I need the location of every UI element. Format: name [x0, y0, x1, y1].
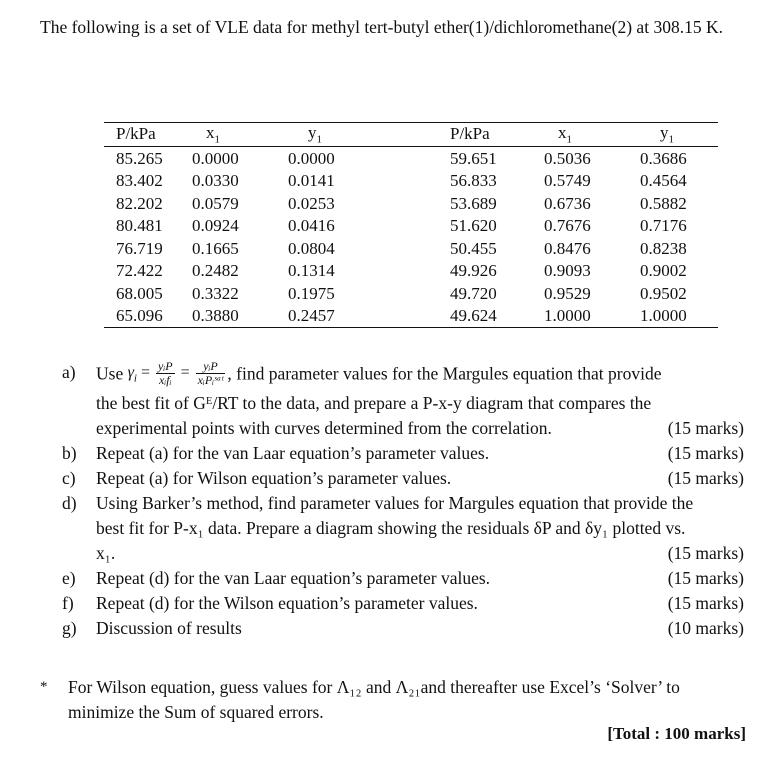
question-c-marks: (15 marks): [667, 468, 744, 489]
cell-pressure: 65.096: [116, 306, 163, 326]
cell-y1: 0.8238: [640, 238, 687, 258]
cell-pressure: 68.005: [116, 283, 163, 303]
cell-pressure: 59.651: [450, 148, 497, 168]
question-a-use: Use: [96, 363, 124, 384]
cell-y1: 0.2457: [288, 306, 335, 326]
question-label: c): [62, 468, 76, 489]
table-row: [104, 305, 718, 328]
wilson-note: [40, 675, 750, 725]
fraction-denominator-1: xᵢfᵢ: [159, 373, 172, 387]
question-d-text-2: best fit for P-x₁ data. Prepare a diagram showing the residuals δP and δy₁ plotted vs.: [96, 518, 686, 539]
question-list: [62, 360, 752, 641]
cell-x1: 0.8476: [544, 238, 591, 258]
table-header-row: [104, 123, 718, 147]
intro-paragraph: The following is a set of VLE data for methyl tert-butyl ether(1)/dichloromethane(2) at 308.15 K.: [40, 17, 723, 37]
cell-pressure: 51.620: [450, 216, 497, 236]
question-a-text-2: the best fit of Gᴱ/RT to the data, and prepare a P-x-y diagram that compares the: [96, 393, 652, 414]
cell-pressure: 49.720: [450, 283, 497, 303]
cell-y1: 0.5882: [640, 193, 687, 213]
header-y1-1: $y_1$: [308, 123, 322, 146]
table-row: [104, 237, 718, 260]
cell-y1: 0.1975: [288, 283, 335, 303]
question-e-text: Repeat (d) for the van Laar equation’s parameter values.: [96, 568, 491, 589]
cell-x1: 0.7676: [544, 216, 591, 236]
cell-pressure: 72.422: [116, 261, 163, 281]
equals-sign-1: =: [140, 364, 150, 382]
cell-x1: 1.0000: [544, 306, 591, 326]
cell-x1: 0.9529: [544, 283, 591, 303]
question-label: a): [62, 362, 76, 382]
note-line-2: minimize the Sum of squared errors.: [68, 702, 324, 722]
cell-pressure: 83.402: [116, 171, 163, 191]
cell-pressure: 85.265: [116, 148, 163, 168]
question-label: f): [62, 593, 74, 614]
cell-pressure: 80.481: [116, 216, 163, 236]
cell-x1: 0.0000: [192, 148, 239, 168]
activity-coefficient-equation: [128, 360, 228, 391]
table-row: [104, 260, 718, 283]
cell-pressure: 49.624: [450, 306, 497, 326]
table-row: [104, 170, 718, 193]
cell-pressure: 50.455: [450, 238, 497, 258]
cell-x1: 0.3322: [192, 283, 239, 303]
question-label: g): [62, 618, 77, 639]
question-f: [62, 591, 752, 616]
question-c-text: Repeat (a) for Wilson equation’s parameter values.: [96, 468, 452, 489]
question-label: b): [62, 443, 77, 464]
header-pressure-2: P/kPa: [450, 124, 490, 144]
table-row: [104, 192, 718, 215]
cell-y1: 0.4564: [640, 171, 687, 191]
table-row: [104, 147, 718, 170]
cell-pressure: 56.833: [450, 171, 497, 191]
cell-x1: 0.0579: [192, 193, 239, 213]
note-line-1b: and thereafter use Excel’s ‘Solver’ to: [420, 677, 680, 697]
cell-y1: 0.9502: [640, 283, 687, 303]
question-d-marks: (15 marks): [667, 543, 744, 564]
cell-y1: 0.0141: [288, 171, 335, 191]
cell-y1: 0.3686: [640, 148, 687, 168]
header-x1-2: $x_1$: [558, 123, 572, 146]
question-d: [62, 491, 752, 566]
wilson-note-text: [40, 675, 750, 725]
gamma-subscript: i: [133, 372, 137, 385]
question-f-text: Repeat (d) for the Wilson equation’s parameter values.: [96, 593, 478, 614]
table-row: [104, 282, 718, 305]
cell-x1: 0.2482: [192, 261, 239, 281]
question-b-marks: (15 marks): [667, 443, 744, 464]
header-pressure-1: P/kPa: [116, 124, 156, 144]
fraction-numerator-1: yᵢP: [158, 359, 173, 373]
header-x1-1: $x_1$: [206, 123, 220, 146]
cell-pressure: 82.202: [116, 193, 163, 213]
cell-x1: 0.0924: [192, 216, 239, 236]
question-d-text-3: x₁.: [96, 543, 116, 564]
cell-x1: 0.6736: [544, 193, 591, 213]
vle-data-table: [104, 122, 718, 328]
question-e: [62, 566, 752, 591]
question-b: [62, 441, 752, 466]
cell-x1: 0.0330: [192, 171, 239, 191]
question-b-text: Repeat (a) for the van Laar equation’s parameter values.: [96, 443, 490, 464]
cell-x1: 0.5749: [544, 171, 591, 191]
cell-y1: 1.0000: [640, 306, 687, 326]
table-row: [104, 215, 718, 238]
question-d-text-1: Using Barker’s method, find parameter values for Margules equation that provide the: [96, 493, 694, 514]
cell-pressure: 49.926: [450, 261, 497, 281]
question-a: [62, 360, 752, 441]
cell-pressure: 53.689: [450, 193, 497, 213]
note-and: and: [366, 677, 392, 697]
equals-sign-2: =: [180, 364, 190, 382]
asterisk-icon: *: [40, 679, 48, 695]
cell-pressure: 76.719: [116, 238, 163, 258]
question-f-marks: (15 marks): [667, 593, 744, 614]
cell-y1: 0.0000: [288, 148, 335, 168]
question-e-marks: (15 marks): [667, 568, 744, 589]
cell-y1: 0.0253: [288, 193, 335, 213]
cell-x1: 0.5036: [544, 148, 591, 168]
question-a-text-3: experimental points with curves determined from the correlation.: [96, 418, 552, 439]
question-g: [62, 616, 752, 641]
cell-x1: 0.9093: [544, 261, 591, 281]
header-y1-2: $y_1$: [660, 123, 674, 146]
fraction-denominator-2: xᵢPᵢˢᵃᵗ: [197, 373, 224, 387]
question-a-text-1: , find parameter values for the Margules equation that provide: [227, 363, 662, 384]
cell-y1: 0.0416: [288, 216, 335, 236]
cell-y1: 0.7176: [640, 216, 687, 236]
fraction-saturation: [196, 360, 226, 387]
fraction-numerator-2: yᵢP: [196, 360, 226, 374]
lambda-21: Λ₂₁: [395, 677, 421, 697]
question-label: d): [62, 493, 77, 514]
total-marks: [Total : 100 marks]: [607, 724, 746, 743]
question-c: [62, 466, 752, 491]
lambda-12: Λ₁₂: [336, 677, 362, 697]
question-a-marks: (15 marks): [667, 418, 744, 439]
gamma-symbol: γ: [127, 364, 134, 382]
cell-x1: 0.1665: [192, 238, 239, 258]
fraction-fugacity: [156, 360, 175, 387]
question-g-text: Discussion of results: [96, 618, 242, 639]
note-line-1a: For Wilson equation, guess values for: [68, 677, 333, 697]
cell-y1: 0.9002: [640, 261, 687, 281]
cell-y1: 0.1314: [288, 261, 335, 281]
cell-y1: 0.0804: [288, 238, 335, 258]
cell-x1: 0.3880: [192, 306, 239, 326]
question-label: e): [62, 568, 76, 589]
question-g-marks: (10 marks): [667, 618, 744, 639]
